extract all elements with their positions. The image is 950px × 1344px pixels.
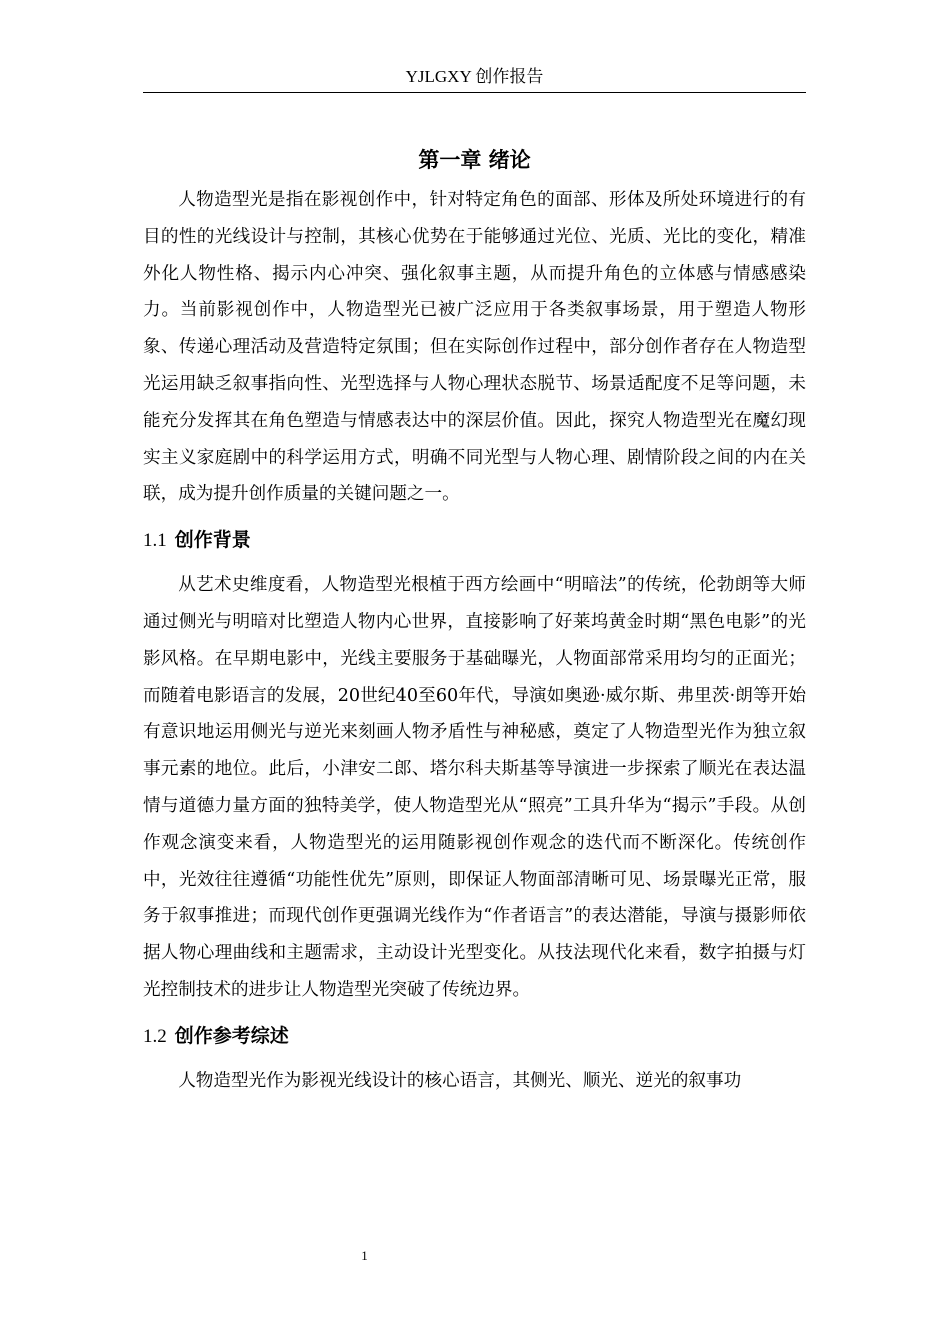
section-number: 1.2: [143, 1025, 167, 1047]
section-heading-1-1: [143, 513, 806, 567]
running-header: YJLGXY 创作报告: [405, 67, 544, 86]
header-rule: [143, 92, 806, 93]
chapter-title: 第一章 绪论: [418, 148, 531, 172]
intro-paragraph: 人物造型光是指在影视创作中，针对特定角色的面部、形体及所处环境进行的有目的性的光线设计与控制，其核心优势在于能够通过光位、光质、光比的变化，精准外化人物性格、揭示内心冲突、强化叙事主题，从而提升角色的立体感与情感感染力。当前影视创作中，人物造型光已被广泛应用于各类叙事场景，用于塑造人物形象、传递心理活动及营造特定氛围；但在实际创作过程中，部分创作者存在人物造型光运用缺乏叙事指向性、光型选择与人物心理状态脱节、场景适配度不足等问题，未能充分发挥其在角色塑造与情感表达中的深层价值。因此，探究人物造型光在魔幻现实主义家庭剧中的科学运用方式，明确不同光型与人物心理、剧情阶段之间的内在关联，成为提升创作质量的关键问题之一。: [143, 190, 806, 505]
section-title: 创作参考综述: [174, 1024, 289, 1047]
section-number: 1.1: [143, 530, 167, 552]
section-title: 创作背景: [174, 529, 251, 552]
section-heading-1-2: [143, 1009, 806, 1063]
page-body: [143, 138, 806, 1100]
page-number: 1: [361, 1248, 368, 1263]
background-paragraph: 从艺术史维度看，人物造型光根植于西方绘画中“明暗法”的传统，伦勃朗等大师通过侧光与明暗对比塑造人物内心世界，直接影响了好莱坞黄金时期“黑色电影”的光影风格。在早期电影中，光线主要服务于基础曝光，人物面部常采用均匀的正面光；而随着电影语言的发展，20世纪40至60年代，导演如奥逊·威尔斯、弗里茨·朗等开始有意识地运用侧光与逆光来刻画人物矛盾性与神秘感，奠定了人物造型光作为独立叙事元素的地位。此后，小津安二郎、塔尔科夫斯基等导演进一步探索了顺光在表达温情与道德力量方面的独特美学，使人物造型光从“照亮”工具升华为“揭示”手段。从创作观念演变来看，人物造型光的运用随影视创作观念的迭代而不断深化。传统创作中，光效往往遵循“功能性优先”原则，即保证人物面部清晰可见、场景曝光正常，服务于叙事推进；而现代创作更强调光线作为“作者语言”的表达潜能，导演与摄影师依据人物心理曲线和主题需求，主动设计光型变化。从技法现代化来看，数字拍摄与灯光控制技术的进步让人物造型光突破了传统边界。: [143, 575, 806, 1000]
review-paragraph: 人物造型光作为影视光线设计的核心语言，其侧光、顺光、逆光的叙事功: [178, 1070, 742, 1091]
